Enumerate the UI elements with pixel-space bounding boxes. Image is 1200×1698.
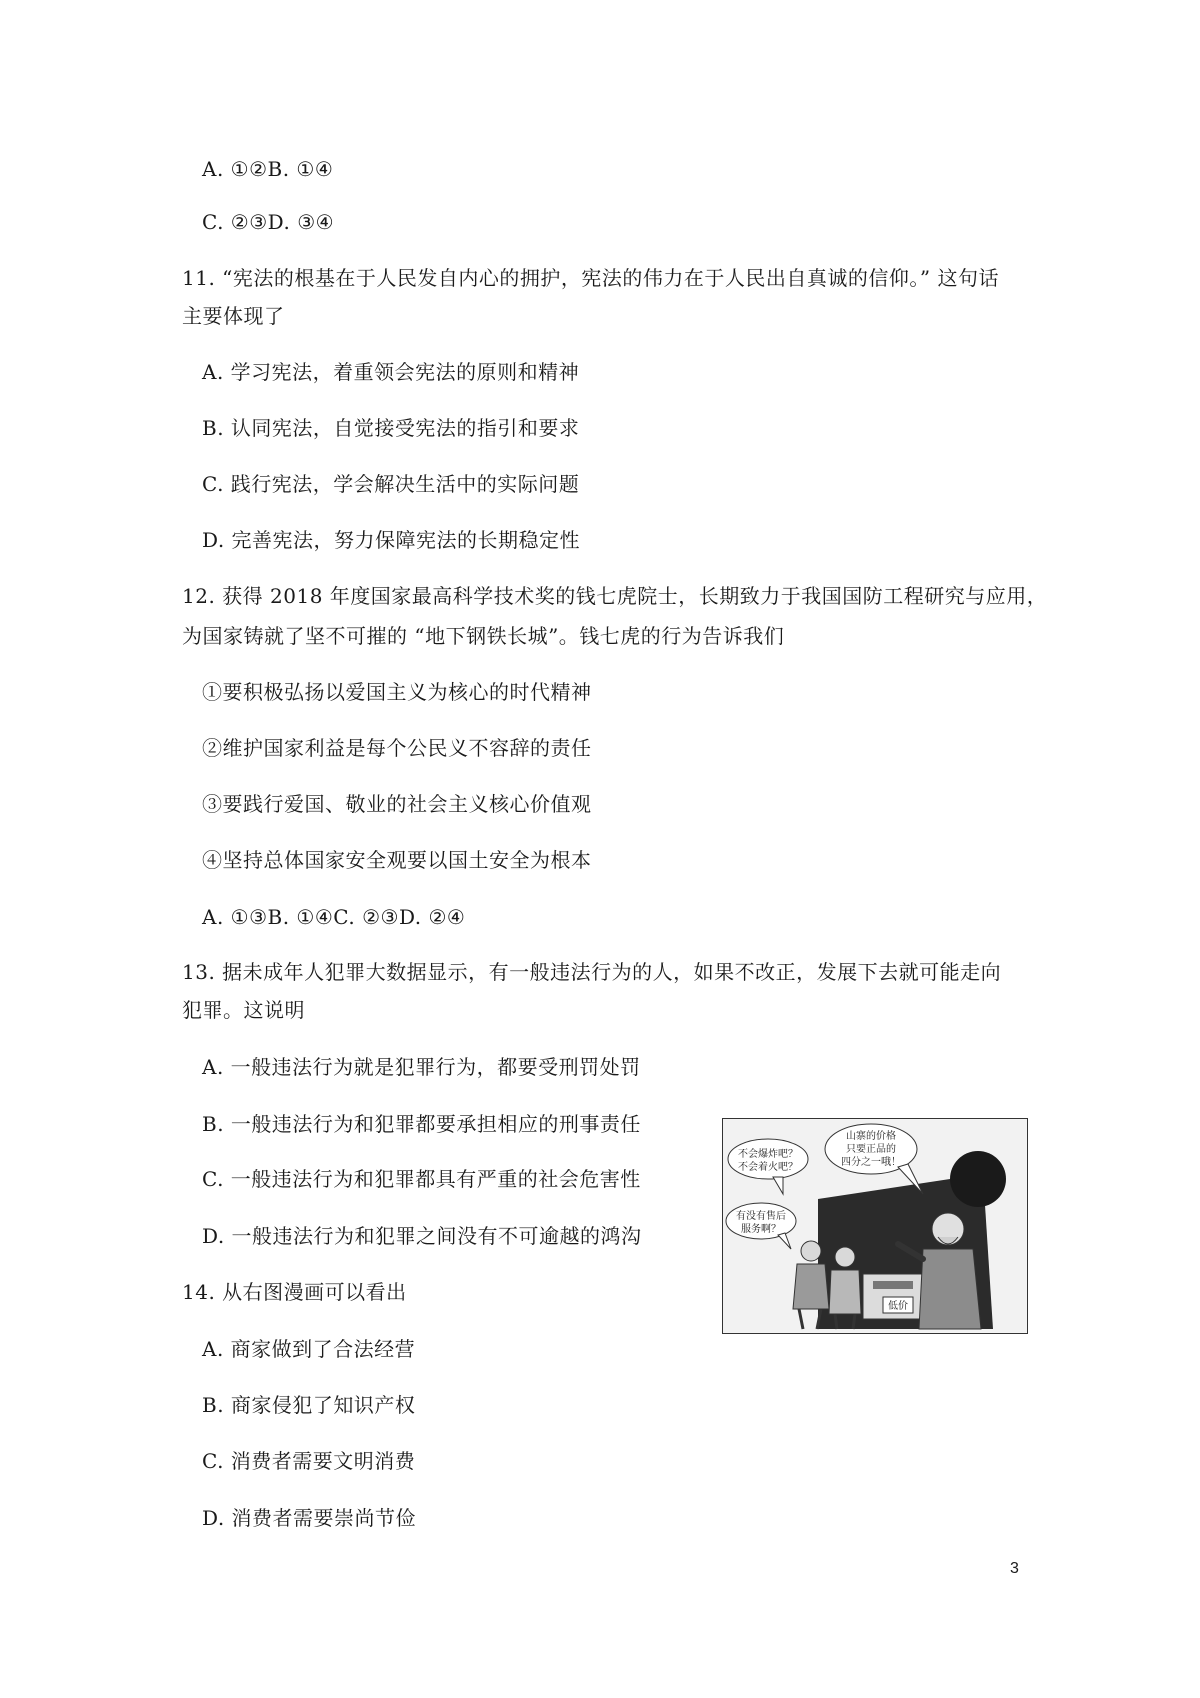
product-box <box>863 1274 923 1319</box>
q11-stem-line-1: 11. “宪法的根基在于人民发自内心的拥护，宪法的伟力在于人民出自真诚的信仰。” 这句话 <box>182 266 999 290</box>
bubble-1-line-1: 不会爆炸吧？ <box>738 1149 798 1160</box>
bubble-2-line-1: 有没有售后 <box>736 1211 786 1222</box>
q13-option-b: B. 一般违法行为和犯罪都要承担相应的刑事责任 <box>202 1112 641 1136</box>
q10-options-ab: A. ①②B. ①④ <box>202 157 334 181</box>
q11-option-b: B. 认同宪法，自觉接受宪法的指引和要求 <box>202 416 580 440</box>
q12-statement-3: ③要践行爱国、敬业的社会主义核心价值观 <box>202 792 592 816</box>
q14-option-a: A. 商家做到了合法经营 <box>202 1337 416 1361</box>
price-tag-text: 低价 <box>888 1301 908 1312</box>
q13-option-c: C. 一般违法行为和犯罪都具有严重的社会危害性 <box>202 1167 641 1191</box>
q11-option-a: A. 学习宪法，着重领会宪法的原则和精神 <box>202 360 580 384</box>
q12-options: A. ①③B. ①④C. ②③D. ②④ <box>202 905 466 929</box>
q12-stem-line-2: 为国家铸就了坚不可摧的 “地下钢铁长城”。钱七虎的行为告诉我们 <box>182 624 785 648</box>
q12-statement-1: ①要积极弘扬以爱国主义为核心的时代精神 <box>202 680 592 704</box>
page-number: 3 <box>1010 1560 1019 1577</box>
q11-option-d: D. 完善宪法，努力保障宪法的长期稳定性 <box>202 528 581 552</box>
q13-stem-line-1: 13. 据未成年人犯罪大数据显示，有一般违法行为的人，如果不改正，发展下去就可能走向 <box>182 960 1002 984</box>
q14-option-b: B. 商家侵犯了知识产权 <box>202 1393 416 1417</box>
bubble-1-line-2: 不会着火吧？ <box>738 1162 798 1173</box>
q11-option-c: C. 践行宪法，学会解决生活中的实际问题 <box>202 472 580 496</box>
q13-option-d: D. 一般违法行为和犯罪之间没有不可逾越的鸿沟 <box>202 1224 642 1248</box>
q11-stem-line-2: 主要体现了 <box>182 304 285 328</box>
q10-options-cd: C. ②③D. ③④ <box>202 210 335 234</box>
q12-stem-line-1: 12. 获得 2018 年度国家最高科学技术奖的钱七虎院士，长期致力于我国国防工程研究与应用， <box>182 584 1048 608</box>
q13-option-a: A. 一般违法行为就是犯罪行为，都要受刑罚处罚 <box>202 1055 641 1079</box>
bubble-seller-line-1: 山寨的价格 <box>846 1131 896 1142</box>
q12-statement-4: ④坚持总体国家安全观要以国土安全为根本 <box>202 848 592 872</box>
bubble-seller-line-2: 只要正品的 <box>846 1144 896 1155</box>
q14-option-d: D. 消费者需要崇尚节俭 <box>202 1506 417 1530</box>
q14-cartoon-image <box>722 1118 1028 1334</box>
q13-stem-line-2: 犯罪。这说明 <box>182 998 305 1022</box>
bubble-2-line-2: 服务啊？ <box>741 1224 781 1235</box>
q14-stem: 14. 从右图漫画可以看出 <box>182 1280 407 1304</box>
q12-statement-2: ②维护国家利益是每个公民义不容辞的责任 <box>202 736 592 760</box>
q14-option-c: C. 消费者需要文明消费 <box>202 1449 416 1473</box>
bubble-seller-line-3: 四分之一哦！ <box>841 1157 901 1168</box>
